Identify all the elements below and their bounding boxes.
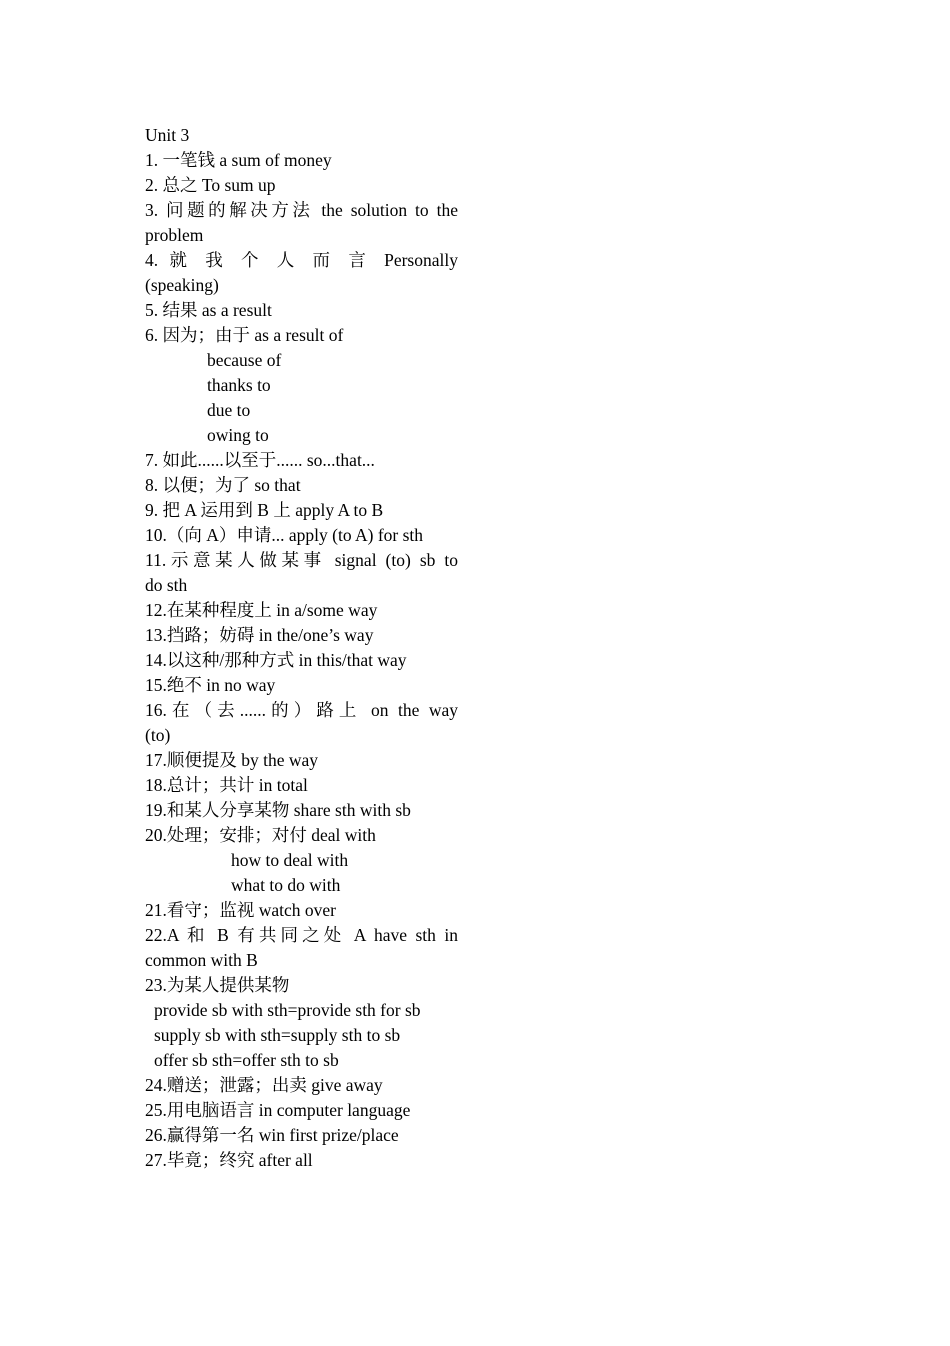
vocab-item-8: 8. 以便；为了 so that xyxy=(145,475,301,495)
vocab-item-3: 3. 问题的解决方法 the solution to the xyxy=(145,200,458,220)
vocab-item-23: 23.为某人提供某物 xyxy=(145,975,290,995)
vocab-item-16: 16.在（去......的）路上 on the way xyxy=(145,700,458,720)
vocab-item-15: 15.绝不 in no way xyxy=(145,675,276,695)
vocab-item-27: 27.毕竟；终究 after all xyxy=(145,1150,313,1170)
vocab-item-6-alt-3: due to xyxy=(207,400,251,420)
vocab-item-23-alt-1: provide sb with sth=provide sth for sb xyxy=(154,1000,421,1020)
vocab-item-11-cont: do sth xyxy=(145,575,188,595)
vocab-item-21: 21.看守；监视 watch over xyxy=(145,900,337,920)
vocab-item-18: 18.总计；共计 in total xyxy=(145,775,308,795)
vocab-item-17: 17.顺便提及 by the way xyxy=(145,750,319,770)
vocab-item-1: 1. 一笔钱 a sum of money xyxy=(145,150,332,170)
vocab-item-6-alt-4: owing to xyxy=(207,425,269,445)
vocab-item-6-alt-1: because of xyxy=(207,350,282,370)
unit-title: Unit 3 xyxy=(145,125,190,145)
vocab-item-20-alt-2: what to do with xyxy=(231,875,341,895)
vocab-item-6: 6. 因为；由于 as a result of xyxy=(145,325,344,345)
vocab-item-23-alt-2: supply sb with sth=supply sth to sb xyxy=(154,1025,401,1045)
document-page xyxy=(145,123,458,1173)
vocab-item-20: 20.处理；安排；对付 deal with xyxy=(145,825,376,845)
vocab-item-12: 12.在某种程度上 in a/some way xyxy=(145,600,378,620)
vocab-item-7: 7. 如此......以至于...... so...that... xyxy=(145,450,375,470)
vocab-item-19: 19.和某人分享某物 share sth with sb xyxy=(145,800,411,820)
vocab-item-23-alt-3: offer sb sth=offer sth to sb xyxy=(154,1050,339,1070)
vocab-item-22: 22.A 和 B 有共同之处 A have sth in xyxy=(145,925,458,945)
vocab-item-11: 11.示意某人做某事 signal (to) sb to xyxy=(145,550,458,570)
vocab-item-4-cont: (speaking) xyxy=(145,275,219,295)
vocab-item-10: 10.（向 A）申请... apply (to A) for sth xyxy=(145,525,424,545)
vocab-item-9: 9. 把 A 运用到 B 上 apply A to B xyxy=(145,500,384,520)
vocab-item-22-cont: common with B xyxy=(145,950,258,970)
vocab-item-26: 26.赢得第一名 win first prize/place xyxy=(145,1125,399,1145)
vocab-item-2: 2. 总之 To sum up xyxy=(145,175,276,195)
vocab-item-25: 25.用电脑语言 in computer language xyxy=(145,1100,411,1120)
vocab-item-24: 24.赠送；泄露；出卖 give away xyxy=(145,1075,383,1095)
vocab-item-20-alt-1: how to deal with xyxy=(231,850,349,870)
vocab-item-13: 13.挡路；妨碍 in the/one’s way xyxy=(145,625,374,645)
vocab-item-6-alt-2: thanks to xyxy=(207,375,271,395)
vocab-item-4: 4. 就 我 个 人 而 言 Personally xyxy=(145,250,458,270)
vocab-item-14: 14.以这种/那种方式 in this/that way xyxy=(145,650,407,670)
vocab-item-3-cont: problem xyxy=(145,225,204,245)
vocab-item-5: 5. 结果 as a result xyxy=(145,300,272,320)
vocab-item-16-cont: (to) xyxy=(145,725,171,745)
